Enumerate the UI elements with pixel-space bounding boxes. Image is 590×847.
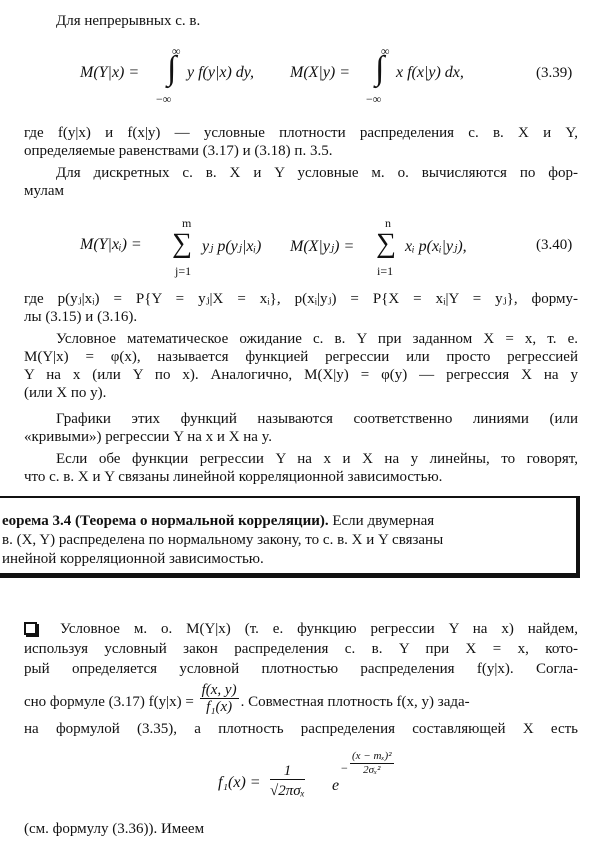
theorem-line: в. (X, Y) распределена по нормальному закону, то с. в. X и Y связаны xyxy=(2,532,444,548)
fraction-denominator: f₁(x) xyxy=(206,699,233,715)
exponent-fraction xyxy=(350,750,394,777)
sum-sign: ∑ xyxy=(376,228,396,259)
paragraph-line: определяемые равенствами (3.17) и (3.18) п. 3.5. xyxy=(24,143,333,159)
paragraph-line: Условное математическое ожидание с. в. Y при заданном X = x, т. е. xyxy=(56,331,578,347)
paragraph-line: где f(y|x) и f(x|y) — условные плотности распределения с. в. X и Y, xyxy=(24,125,578,141)
integral-sign: ∫ xyxy=(167,50,177,87)
paragraph-line: Y на x (или Y по x). Аналогично, M(X|y) = φ(y) — регрессия X на y xyxy=(24,367,578,383)
fraction-numerator: 1 xyxy=(270,763,305,780)
fraction-denominator: √2πσₓ xyxy=(270,783,305,799)
paragraph-line: Если обе функции регрессии Y на x и X на y линейны, то говорят, xyxy=(56,451,578,467)
paragraph-line: Графики этих функций называются соответственно линиями (или xyxy=(56,411,578,427)
f1-fraction xyxy=(270,763,305,799)
theorem-line1-rest: Если двумерная xyxy=(328,513,435,529)
integral-upper: ∞ xyxy=(172,44,181,58)
intro-continuous: Для непрерывных с. в. xyxy=(56,13,201,29)
fraction-denominator: 2σₓ² xyxy=(363,764,381,776)
equation-number: (3.39) xyxy=(536,65,573,81)
fraction-3-17 xyxy=(200,682,239,715)
paragraph-line: M(Y|x) = φ(x), называется функцией регрессии или просто регрессией xyxy=(24,349,578,365)
theorem-title: еорема 3.4 (Теорема о нормальной корреляции). xyxy=(2,513,329,529)
integral-sign: ∫ xyxy=(375,50,385,87)
paragraph-line: на формулой (3.35), а плотность распределения составляющей X есть xyxy=(24,721,578,737)
exp-base: e xyxy=(332,777,340,794)
paragraph-line: Для дискретных с. в. X и Y условные м. о. вычисляются по фор- xyxy=(56,165,578,181)
paragraph-line: Условное м. о. M(Y|x) (т. е. функцию регрессии Y на x) найдем, xyxy=(60,621,578,637)
closing-line: (см. формулу (3.36)). Имеем xyxy=(24,821,205,837)
proof-line-end: . Совместная плотность f(x, y) зада- xyxy=(240,693,470,710)
integral-lower: −∞ xyxy=(156,92,172,106)
paragraph-line: рый определяется условной плотностью распределения f(y|x). Согла- xyxy=(24,661,578,677)
sum-upper: n xyxy=(385,216,391,230)
eq339-integrand1: y f(y|x) dy, xyxy=(187,64,255,81)
eq340-lhs2: M(X|yⱼ) = xyxy=(290,238,355,255)
proof-line-start: сно формуле (3.17) f(y|x) = xyxy=(24,693,194,710)
paragraph-line: что с. в. X и Y связаны линейной корреляционной зависимостью. xyxy=(24,469,443,485)
paragraph-line: «кривыми») регрессии Y на x и X на y. xyxy=(24,429,272,445)
paragraph-line xyxy=(24,682,470,715)
paragraph-line: (или X по y). xyxy=(24,385,107,401)
eq340-term1: yⱼ p(yⱼ|xᵢ) xyxy=(202,238,262,255)
eq340-term2: xᵢ p(xᵢ|yⱼ), xyxy=(405,238,467,255)
proof-start-icon xyxy=(24,622,37,635)
paragraph-line: мулам xyxy=(24,183,64,199)
equation-number: (3.40) xyxy=(536,237,573,253)
eq339-integrand2: x f(x|y) dx, xyxy=(396,64,464,81)
f1-lhs: f₁(x) = xyxy=(218,774,261,791)
theorem-line xyxy=(2,512,434,530)
fraction-numerator: f(x, y) xyxy=(201,682,237,698)
paragraph-line: где p(yⱼ|xᵢ) = P{Y = yⱼ|X = xᵢ}, p(xᵢ|yⱼ) = P{X = xᵢ|Y = yⱼ}, форму- xyxy=(24,291,578,307)
theorem-line: инейной корреляционной зависимостью. xyxy=(2,551,264,567)
eq340-lhs1: M(Y|xᵢ) = xyxy=(80,236,142,253)
sum-sign: ∑ xyxy=(172,228,192,259)
sum-upper: m xyxy=(182,216,192,230)
integral-upper: ∞ xyxy=(381,44,390,58)
sum-lower: j=1 xyxy=(175,264,192,278)
eq339-lhs2: M(X|y) = xyxy=(290,64,351,81)
paragraph-line: лы (3.15) и (3.16). xyxy=(24,309,138,325)
exp-minus: − xyxy=(341,761,348,775)
sum-lower: i=1 xyxy=(377,264,394,278)
fraction-numerator: (x − mₓ)² xyxy=(352,750,392,762)
eq339-lhs1: M(Y|x) = xyxy=(80,64,140,81)
paragraph-line: используя условный закон распределения с. в. Y при X = x, кото- xyxy=(24,641,578,657)
integral-lower: −∞ xyxy=(366,92,382,106)
